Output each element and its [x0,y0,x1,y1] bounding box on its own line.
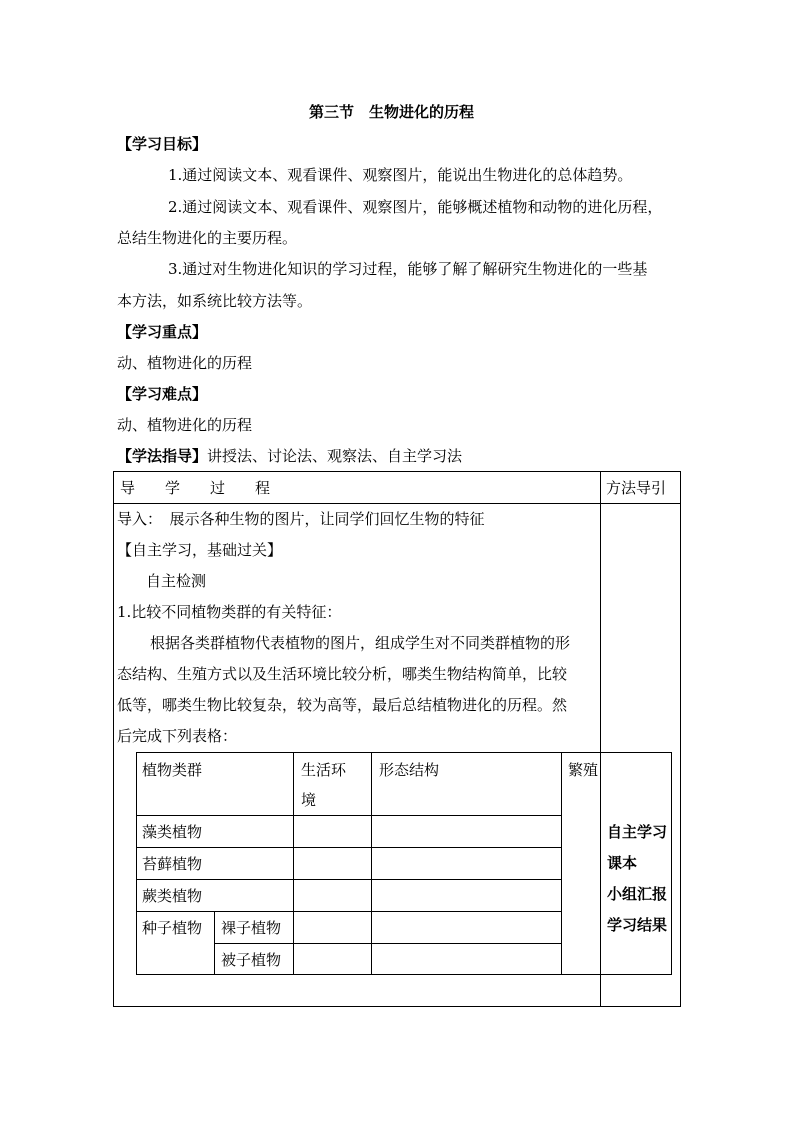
difficulty-heading: 【学习难点】 [117,385,208,403]
objective-3-line2: 本方法，如系统比较方法等。 [117,292,313,310]
process-header: 导 学 过 程 [120,479,271,497]
paragraph-line-4: 后完成下列表格： [117,727,238,745]
page-title: 第三节 生物进化的历程 [309,103,475,121]
method-note-2: 课本 [607,854,638,872]
objective-3-line1: 3.通过对生物进化知识的学习过程，能够了解了解研究生物进化的一些基 [168,260,648,278]
method-text: 讲授法、讨论法、观察法、自主学习法 [207,447,463,465]
question: 1.比较不同植物类群的有关特征： [117,603,342,621]
key-text: 动、植物进化的历程 [117,354,253,372]
row-fern: 蕨类植物 [142,887,203,905]
row-moss: 苔藓植物 [142,855,203,873]
header-environment-line1: 生活环 [301,761,347,779]
intro-text: 导入： 展示各种生物的图片，让同学们回忆生物的特征 [117,510,485,528]
subheading: 自主检测 [146,572,207,590]
objectives-heading: 【学习目标】 [117,135,208,153]
header-environment-line2: 境 [301,791,317,809]
paragraph-line-3: 低等，哪类生物比较复杂，较为高等，最后总结植物进化的历程。然 [117,696,568,714]
row-seed-plants: 种子植物 [142,919,203,937]
header-reproduction: 繁殖 [568,761,599,779]
difficulty-text: 动、植物进化的历程 [117,416,253,434]
method-note-3: 小组汇报 [607,885,668,903]
row-gymnosperm: 裸子植物 [221,919,282,937]
objective-2-line1: 2.通过阅读文本、观看课件、观察图片，能够概述植物和动物的进化历程， [168,198,663,216]
objective-2-line2: 总结生物进化的主要历程。 [117,229,298,247]
objective-1: 1.通过阅读文本、观看课件、观察图片，能说出生物进化的总体趋势。 [168,166,633,184]
method-line [117,446,462,466]
paragraph-line-2: 态结构、生殖方式以及生活环境比较分析，哪类生物结构简单，比较 [117,665,568,683]
row-angiosperm: 被子植物 [221,951,282,969]
header-plant-group: 植物类群 [142,761,203,779]
method-note-4: 学习结果 [607,916,668,934]
method-heading: 【学法指导】 [117,447,208,465]
row-algae: 藻类植物 [142,823,203,841]
header-structure: 形态结构 [379,761,440,779]
key-heading: 【学习重点】 [117,323,208,341]
section-heading: 【自主学习，基础过关】 [117,541,283,559]
method-note-1: 自主学习 [607,823,668,841]
method-guide-header: 方法导引 [606,479,667,497]
paragraph-line-1: 根据各类群植物代表植物的图片，组成学生对不同类群植物的形 [150,634,571,652]
